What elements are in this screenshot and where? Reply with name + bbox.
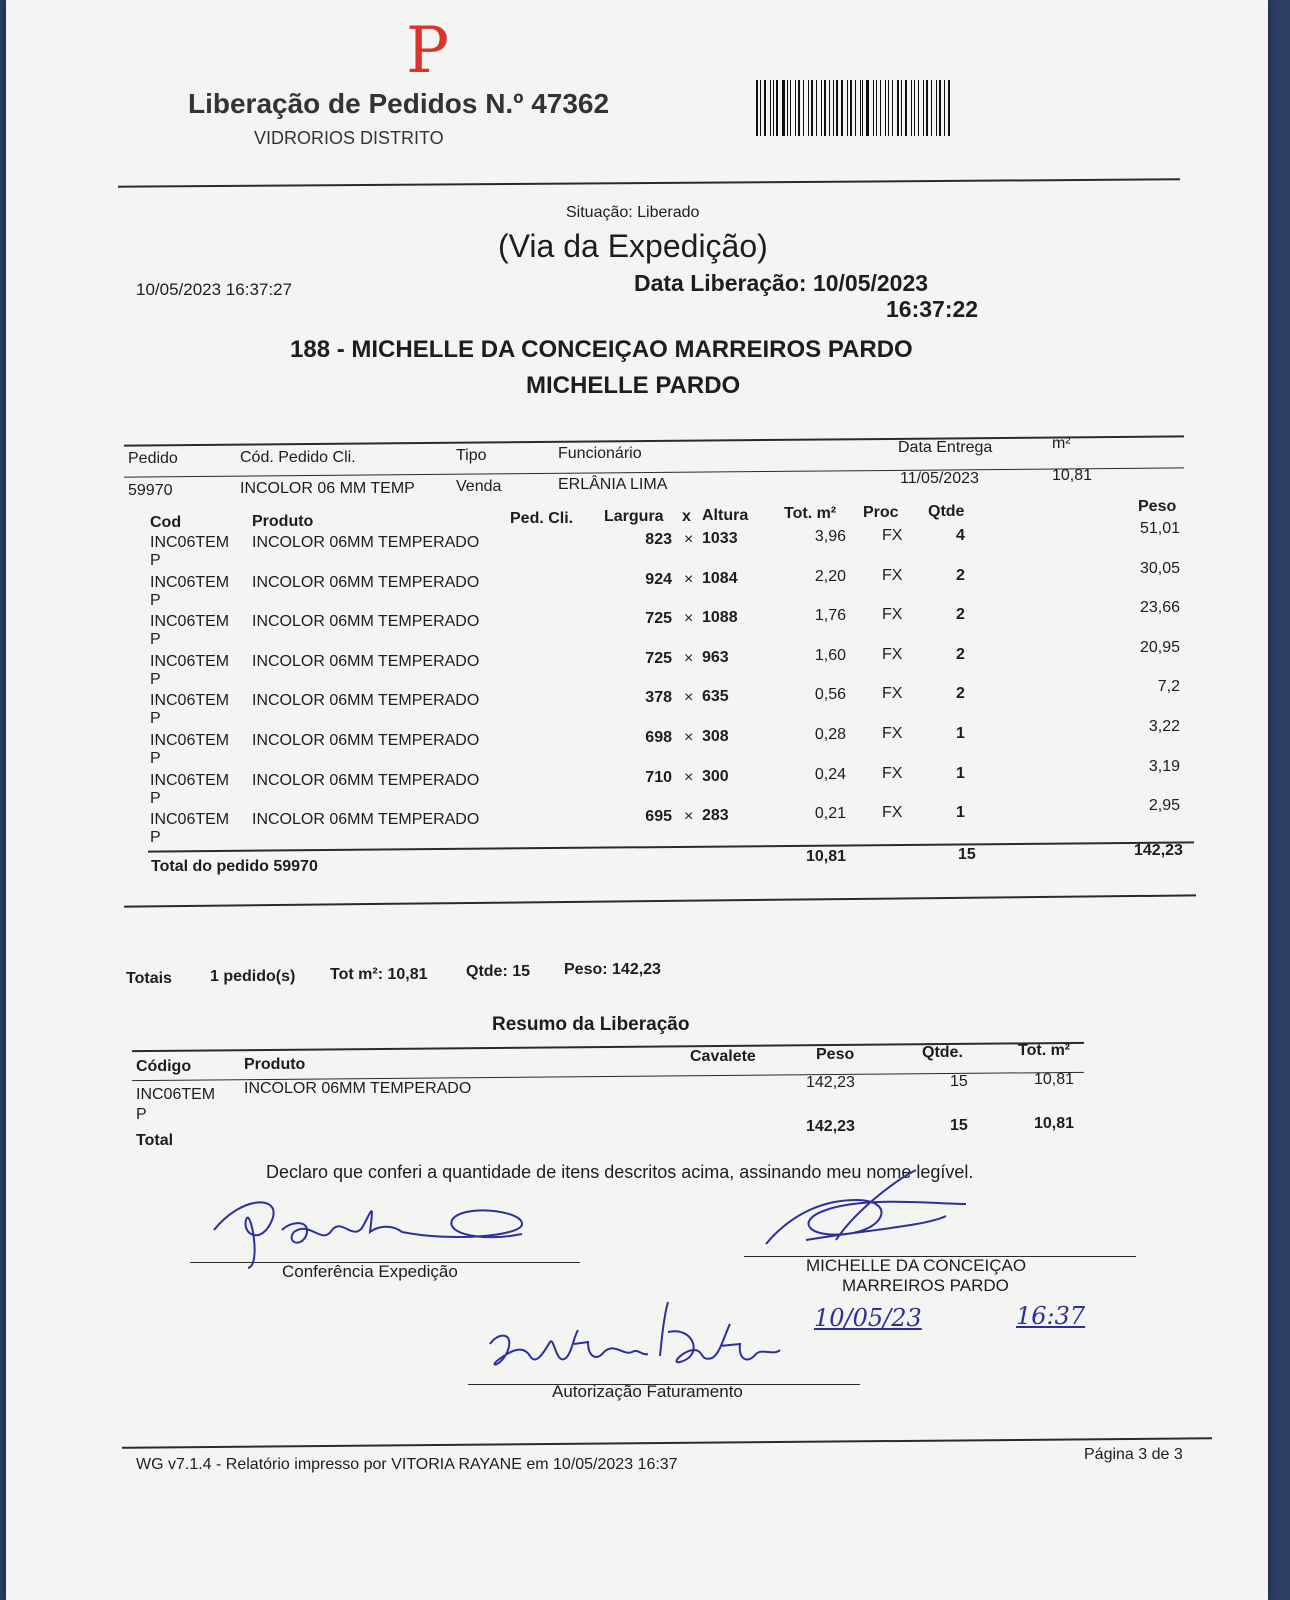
barcode-bar — [944, 80, 945, 136]
item-proc: FX — [882, 566, 903, 584]
barcode-bar — [855, 80, 856, 136]
item-produto: INCOLOR 06MM TEMPERADO — [252, 573, 480, 591]
item-qtde: 2 — [956, 566, 965, 584]
barcode-bar — [880, 80, 881, 136]
funcionario-value: ERLÂNIA LIMA — [558, 476, 668, 493]
item-cod: INC06TEM — [150, 692, 230, 710]
barcode-bar — [911, 80, 912, 136]
item-tot-m2: 0,56 — [814, 686, 846, 704]
resumo-total-tot-m2: 10,81 — [1034, 1115, 1075, 1132]
handwritten-mark: P — [406, 14, 450, 88]
item-tot-m2: 1,60 — [814, 646, 846, 664]
barcode-bar — [862, 80, 863, 136]
resumo-codigo-cont: P — [136, 1106, 147, 1123]
resumo-total-qtde: 15 — [950, 1117, 968, 1134]
col-pedido: Pedido — [128, 450, 178, 467]
divider — [148, 841, 1194, 852]
barcode-bar — [847, 80, 848, 136]
resumo-tot-m2: 10,81 — [1034, 1071, 1075, 1088]
barcode-bar — [876, 80, 877, 136]
barcode-bar — [803, 80, 805, 136]
item-qtde: 2 — [956, 606, 965, 624]
handwritten-date: 10/05/23 — [814, 1304, 922, 1332]
barcode-bar — [782, 80, 784, 136]
barcode-bar — [873, 80, 875, 136]
barcode-bar — [926, 80, 928, 136]
barcode-bar — [888, 80, 889, 136]
item-qtde: 1 — [956, 804, 965, 822]
items-col-produto: Produto — [252, 513, 314, 530]
item-produto: INCOLOR 06MM TEMPERADO — [252, 811, 480, 829]
totais-peso: Peso: 142,23 — [564, 961, 661, 978]
barcode-bar — [790, 80, 791, 136]
document-title: Liberação de Pedidos N.º 47362 — [188, 88, 610, 119]
barcode-bar — [764, 80, 766, 136]
autorizacao-label: Autorização Faturamento — [552, 1382, 743, 1401]
barcode-bar — [931, 80, 932, 136]
resumo-qtde: 15 — [950, 1073, 968, 1090]
totais-label: Totais — [126, 970, 172, 987]
m2-value: 10,81 — [1052, 467, 1093, 484]
item-x: × — [684, 768, 694, 786]
item-x: × — [684, 531, 694, 548]
cod-pedido-cli-value: INCOLOR 06 MM TEMP — [240, 480, 415, 497]
items-col-cod: Cod — [150, 514, 182, 531]
totais-pedidos: 1 pedido(s) — [210, 968, 296, 985]
items-col-x: x — [682, 508, 691, 525]
barcode-bar — [821, 80, 822, 136]
item-qtde: 2 — [956, 645, 965, 663]
order-total-m2: 10,81 — [806, 848, 847, 865]
item-produto: INCOLOR 06MM TEMPERADO — [252, 613, 480, 631]
item-qtde: 1 — [956, 725, 965, 742]
item-proc: FX — [882, 606, 903, 624]
barcode-bar — [787, 80, 788, 136]
item-altura: 283 — [702, 807, 729, 825]
barcode-bar — [901, 80, 902, 136]
barcode-bar — [776, 80, 778, 136]
client-name: 188 - MICHELLE DA CONCEIÇAO MARREIROS PARDO — [290, 336, 913, 363]
resumo-total-peso: 142,23 — [806, 1118, 855, 1135]
tipo-value: Venda — [456, 478, 502, 495]
item-altura: 635 — [702, 688, 729, 706]
col-funcionario: Funcionário — [558, 445, 642, 462]
data-liberacao: Data Liberação: 10/05/2023 — [634, 270, 929, 296]
company-name: VIDRORIOS DISTRITO — [254, 128, 444, 148]
items-col-largura: Largura — [604, 508, 664, 525]
totais-m2: Tot m²: 10,81 — [330, 966, 428, 983]
item-tot-m2: 3,96 — [814, 528, 846, 545]
item-altura: 1088 — [702, 609, 738, 627]
items-col-qtde: Qtde — [928, 503, 965, 520]
situacao-label: Situação: Liberado — [566, 204, 700, 221]
item-peso: 23,66 — [1139, 599, 1180, 617]
barcode-bar — [948, 80, 950, 136]
item-proc: FX — [882, 764, 903, 782]
signature-autorizacao — [484, 1296, 784, 1386]
item-peso: 3,19 — [1148, 757, 1180, 775]
barcode-bar — [860, 80, 861, 136]
pedido-value: 59970 — [128, 482, 173, 499]
footer-page: Página 3 de 3 — [1084, 1446, 1183, 1463]
item-cod: INC06TEM — [150, 771, 230, 789]
col-tipo: Tipo — [456, 447, 487, 464]
item-cod: INC06TEM — [150, 613, 230, 631]
item-produto: INCOLOR 06MM TEMPERADO — [252, 534, 480, 551]
data-entrega-value: 11/05/2023 — [900, 470, 979, 487]
item-largura: 725 — [645, 610, 672, 628]
items-col-ped-cli: Ped. Cli. — [510, 510, 574, 527]
item-cod-cont: P — [150, 750, 161, 767]
barcode-bar — [808, 80, 809, 136]
item-largura: 378 — [645, 689, 672, 707]
items-col-tot-m2: Tot. m² — [784, 505, 837, 522]
resumo-title: Resumo da Liberação — [492, 1014, 690, 1035]
barcode-bar — [866, 80, 868, 136]
resumo-col-cavalete: Cavalete — [690, 1048, 756, 1065]
item-altura: 308 — [702, 728, 729, 745]
declaration-text: Declaro que conferi a quantidade de itens descritos acima, assinando meu nome legível. — [266, 1162, 974, 1182]
item-produto: INCOLOR 06MM TEMPERADO — [252, 652, 480, 670]
client-signature-name-1: MICHELLE DA CONCEIÇAO — [806, 1256, 1027, 1275]
client-signature-name-2: MARREIROS PARDO — [842, 1276, 1009, 1295]
item-altura: 300 — [702, 767, 729, 785]
item-peso: 20,95 — [1139, 638, 1180, 656]
divider — [118, 178, 1180, 187]
item-cod-cont: P — [150, 789, 161, 807]
barcode-bar — [885, 80, 887, 136]
col-m2: m² — [1052, 435, 1071, 452]
barcode-bar — [756, 80, 758, 136]
item-cod: INC06TEM — [150, 652, 230, 670]
col-cod-pedido-cli: Cód. Pedido Cli. — [240, 449, 356, 466]
barcode-bar — [760, 80, 761, 136]
items-col-altura: Altura — [702, 507, 749, 524]
item-proc: FX — [882, 804, 903, 822]
barcode-bar — [816, 80, 817, 136]
barcode-bar — [905, 80, 907, 136]
item-cod: INC06TEM — [150, 732, 230, 749]
item-largura: 710 — [645, 768, 672, 786]
item-peso: 2,95 — [1148, 797, 1180, 815]
totais-qtde: Qtde: 15 — [466, 963, 531, 980]
divider — [124, 435, 1184, 446]
barcode-bar — [914, 80, 915, 136]
resumo-peso: 142,23 — [806, 1074, 855, 1091]
barcode-bar — [923, 80, 924, 136]
item-x: × — [684, 610, 694, 628]
order-total-peso: 142,23 — [1134, 842, 1183, 859]
col-data-entrega: Data Entrega — [898, 439, 993, 456]
resumo-total-label: Total — [136, 1132, 174, 1149]
item-tot-m2: 1,76 — [814, 607, 846, 625]
resumo-col-produto: Produto — [244, 1056, 306, 1073]
barcode-bar — [798, 80, 800, 136]
item-tot-m2: 2,20 — [814, 567, 846, 585]
item-x: × — [684, 649, 694, 667]
barcode-bar — [841, 80, 843, 136]
item-cod-cont: P — [150, 829, 161, 847]
order-total-label: Total do pedido 59970 — [151, 858, 318, 875]
items-col-proc: Proc — [863, 504, 899, 521]
item-x: × — [684, 570, 694, 588]
item-proc: FX — [882, 725, 903, 742]
item-cod: INC06TEM — [150, 573, 230, 591]
items-col-peso: Peso — [1138, 498, 1177, 515]
barcode-bar — [773, 80, 774, 136]
item-cod-cont: P — [150, 591, 161, 609]
barcode-bar — [918, 80, 920, 136]
printed-at: 10/05/2023 16:37:27 — [136, 280, 292, 299]
resumo-col-codigo: Código — [136, 1058, 192, 1075]
barcode-bar — [897, 80, 899, 136]
item-proc: FX — [882, 685, 903, 703]
resumo-col-peso: Peso — [816, 1046, 855, 1063]
order-total-qtde: 15 — [958, 846, 976, 863]
barcode-bar — [770, 80, 771, 136]
item-altura: 1084 — [702, 569, 738, 587]
item-qtde: 4 — [956, 527, 965, 544]
item-peso: 7,2 — [1157, 678, 1180, 696]
item-altura: 1033 — [702, 530, 738, 547]
item-cod-cont: P — [150, 631, 161, 649]
barcode-bar — [811, 80, 813, 136]
signature-conferencia — [202, 1190, 542, 1270]
signature-client — [746, 1160, 986, 1250]
item-proc: FX — [882, 527, 903, 544]
via-label: (Via da Expedição) — [498, 228, 768, 264]
barcode-bar — [892, 80, 893, 136]
resumo-col-tot-m2: Tot. m² — [1018, 1042, 1071, 1059]
item-qtde: 1 — [956, 764, 965, 782]
item-tot-m2: 0,28 — [814, 726, 846, 743]
item-tot-m2: 0,21 — [814, 805, 846, 823]
item-peso: 3,22 — [1148, 718, 1180, 735]
barcode-bar — [795, 80, 796, 136]
resumo-col-qtde: Qtde. — [922, 1044, 963, 1061]
item-largura: 695 — [645, 808, 672, 826]
client-short-name: MICHELLE PARDO — [526, 372, 741, 399]
item-cod: INC06TEM — [150, 534, 230, 551]
item-largura: 924 — [645, 570, 672, 588]
data-liberacao-time: 16:37:22 — [886, 296, 979, 322]
barcode — [756, 80, 952, 136]
barcode-bar — [850, 80, 852, 136]
item-largura: 698 — [645, 729, 672, 746]
item-cod-cont: P — [150, 710, 161, 728]
divider — [124, 894, 1196, 907]
footer-printed-by: WG v7.1.4 - Relatório impresso por VITORIA RAYANE em 10/05/2023 16:37 — [136, 1456, 678, 1473]
item-cod: INC06TEM — [150, 811, 230, 829]
item-proc: FX — [882, 645, 903, 663]
barcode-bar — [824, 80, 826, 136]
item-cod-cont: P — [150, 670, 161, 688]
item-cod-cont: P — [150, 552, 161, 569]
item-largura: 823 — [645, 531, 672, 548]
handwritten-time: 16:37 — [1016, 1302, 1086, 1330]
divider — [122, 1437, 1212, 1449]
barcode-bar — [939, 80, 941, 136]
item-produto: INCOLOR 06MM TEMPERADO — [252, 692, 480, 710]
item-produto: INCOLOR 06MM TEMPERADO — [252, 771, 480, 789]
item-x: × — [684, 689, 694, 707]
document-page — [6, 0, 1268, 1600]
item-altura: 963 — [702, 648, 729, 666]
item-largura: 725 — [645, 649, 672, 667]
item-tot-m2: 0,24 — [814, 765, 846, 783]
barcode-bar — [936, 80, 937, 136]
item-peso: 30,05 — [1139, 559, 1180, 577]
conferencia-label: Conferência Expedição — [282, 1262, 458, 1281]
item-x: × — [684, 729, 694, 746]
item-x: × — [684, 808, 694, 826]
item-qtde: 2 — [956, 685, 965, 703]
resumo-codigo: INC06TEM — [136, 1086, 216, 1103]
barcode-bar — [829, 80, 830, 136]
resumo-produto: INCOLOR 06MM TEMPERADO — [244, 1080, 472, 1097]
barcode-bar — [836, 80, 838, 136]
item-peso: 51,01 — [1139, 520, 1180, 537]
barcode-bar — [833, 80, 834, 136]
item-produto: INCOLOR 06MM TEMPERADO — [252, 732, 480, 749]
